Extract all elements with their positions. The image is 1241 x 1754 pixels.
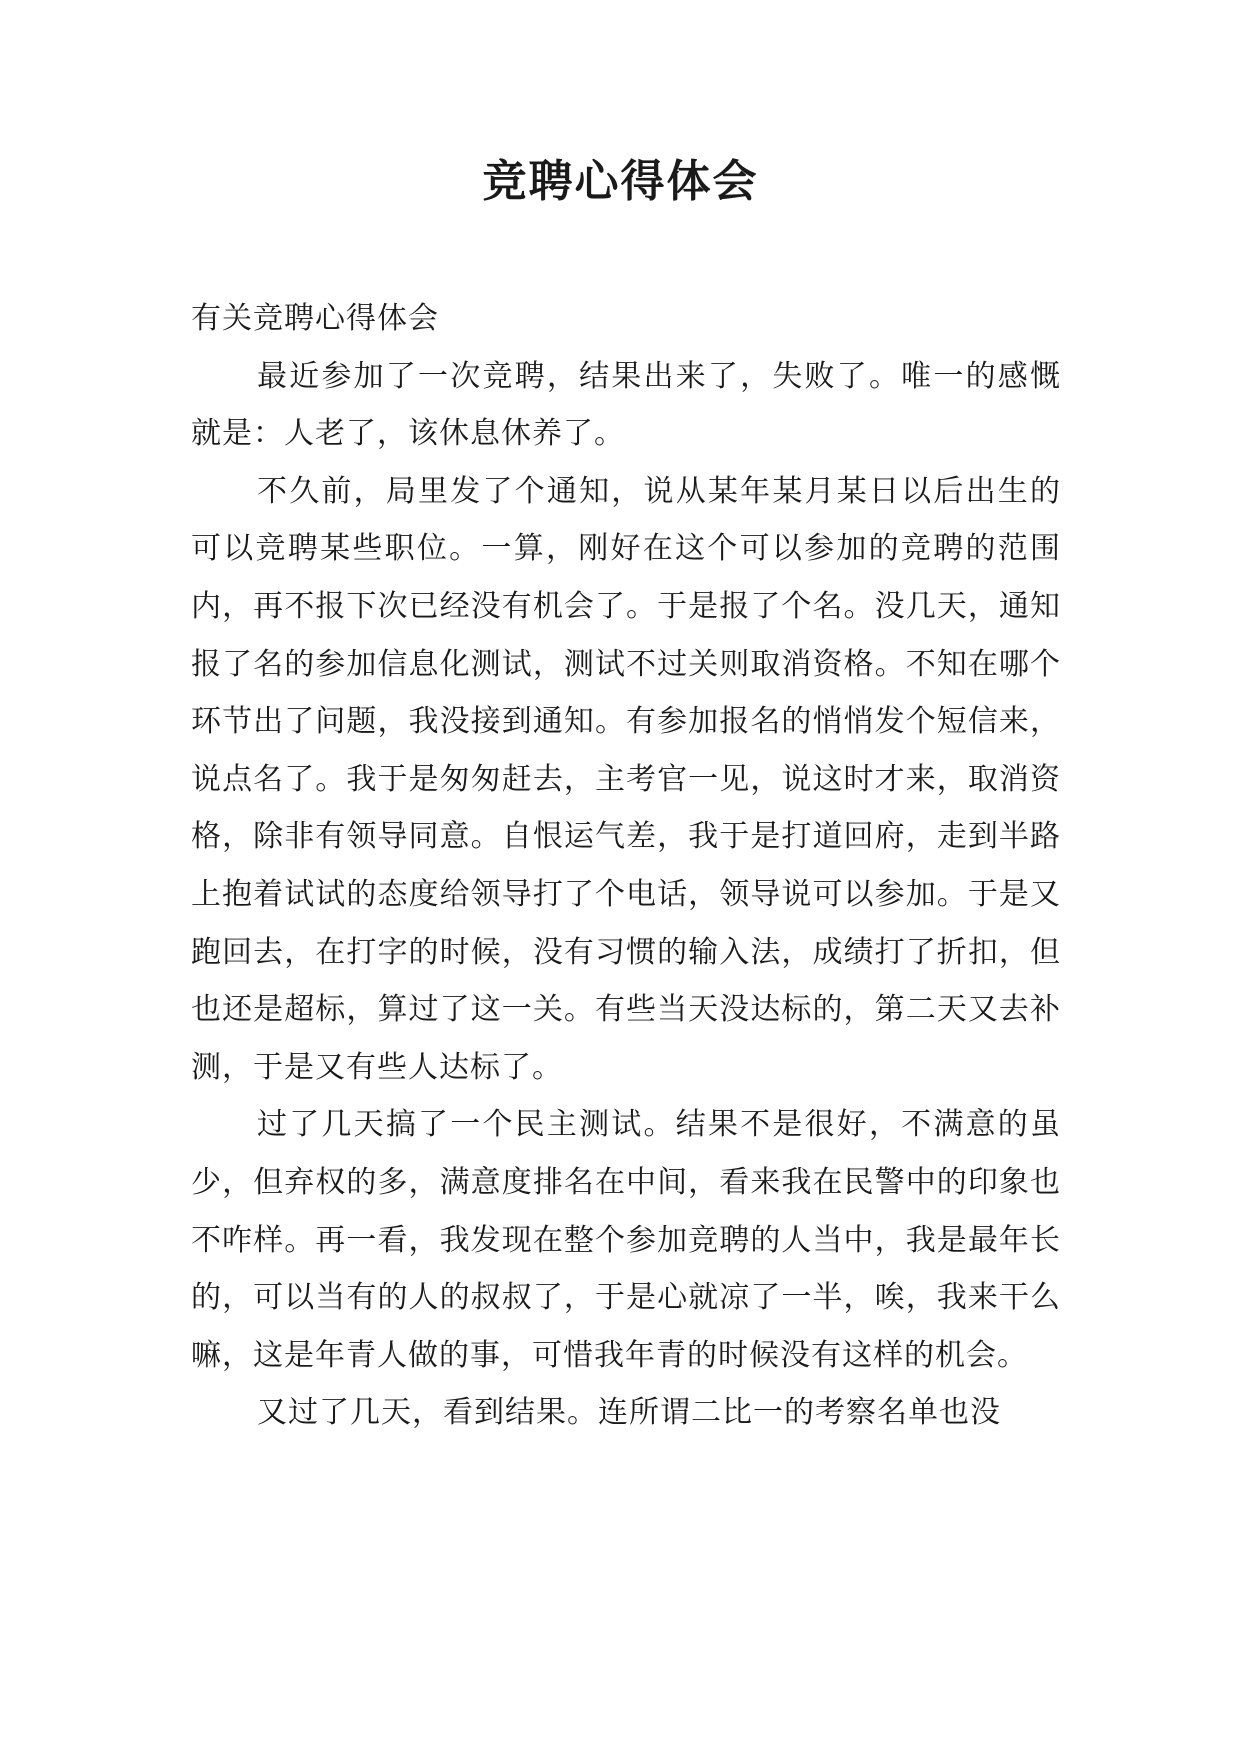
document-title: 竞聘心得体会 <box>482 156 759 207</box>
paragraph: 不久前，局里发了个通知，说从某年某月某日以后出生的可以竞聘某些职位。一算，刚好在这个可以参加的竞聘的范围内，再不报下次已经没有机会了。于是报了个名。没几天，通知报了名的参加信息化测试，测试不过关则取消资格。不知在哪个环节出了问题，我没接到通知。有参加报名的悄悄发个短信来，说点名了。我于是匆匆赶去，主考官一见，说这时才来，取消资格，除非有领导同意。自恨运气差，我于是打道回府，走到半路上抱着试试的态度给领导打了个电话，领导说可以参加。于是又跑回去，在打字的时候，没有习惯的输入法，成绩打了折扣，但也还是超标，算过了这一关。有些当天没达标的，第二天又去补测，于是又有些人达标了。 <box>191 473 1061 1085</box>
paragraph: 最近参加了一次竞聘，结果出来了，失败了。唯一的感慨就是：人老了，该休息休养了。 <box>191 358 1061 452</box>
paragraph: 过了几天搞了一个民主测试。结果不是很好，不满意的虽少，但弃权的多，满意度排名在中间，看来我在民警中的印象也不咋样。再一看，我发现在整个参加竞聘的人当中，我是最年长的，可以当有的人的叔叔了，于是心就凉了一半，唉，我来干么嘛，这是年青人做的事，可惜我年青的时候没有这样的机会。 <box>191 1107 1061 1373</box>
document-body <box>191 290 1061 1442</box>
document-subtitle: 有关竞聘心得体会 <box>191 301 439 336</box>
paragraph: 又过了几天，看到结果。连所谓二比一的考察名单也没 <box>257 1395 1001 1431</box>
